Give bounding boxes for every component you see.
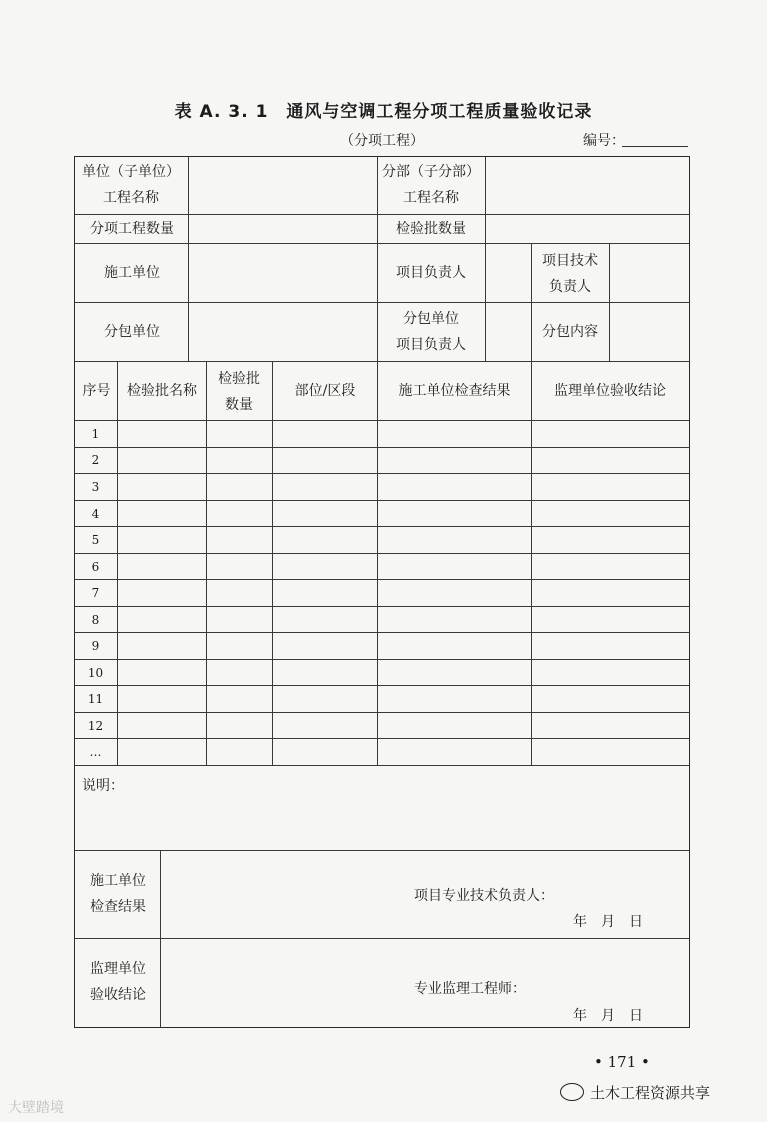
row-number: 6 — [91, 560, 100, 574]
col-seq: 序号 — [82, 383, 111, 399]
col-batch-qty: 检验批 数量 — [218, 371, 260, 413]
table-rule — [206, 361, 207, 766]
row-number: 2 — [91, 453, 100, 467]
table-rule — [74, 850, 690, 851]
table-rule — [74, 606, 690, 607]
watermark-source: 土木工程资源共享 — [560, 1080, 710, 1103]
tech-manager-label: 项目技术 负责人 — [542, 253, 598, 295]
form-number-label: 编号： — [583, 133, 625, 149]
table-rule — [74, 243, 690, 244]
table-rule — [117, 361, 118, 766]
table-rule — [485, 156, 486, 361]
project-manager-label: 项目负责人 — [396, 265, 466, 281]
subcontract-manager-label: 分包单位 项目负责人 — [396, 311, 466, 353]
construction-signer-label: 项目专业技术负责人： — [414, 888, 554, 904]
row-number: … — [89, 745, 102, 759]
supervision-date-label: 年 月 日 — [573, 1008, 643, 1024]
row-number: 9 — [91, 639, 100, 653]
table-rule — [74, 361, 690, 362]
table-rule — [74, 659, 690, 660]
construction-unit-label: 施工单位 — [104, 265, 160, 281]
table-rule — [74, 579, 690, 580]
col-location: 部位/区段 — [294, 383, 356, 399]
row-number: 10 — [87, 666, 104, 680]
batch-count-label: 检验批数量 — [396, 221, 466, 237]
watermark-corner: 大壁踏境 — [8, 1100, 64, 1116]
chat-bubble-icon — [560, 1083, 584, 1101]
row-number: 12 — [87, 719, 104, 733]
row-number: 8 — [91, 613, 100, 627]
table-rule — [74, 738, 690, 739]
table-rule — [74, 685, 690, 686]
division-name-label: 分部（子分部） 工程名称 — [382, 164, 480, 206]
supervision-signer-label: 专业监理工程师： — [414, 981, 526, 997]
form-title: 表 A. 3. 1 通风与空调工程分项工程质量验收记录 — [174, 102, 593, 122]
table-rule — [74, 302, 690, 303]
unit-name-label: 单位（子单位） 工程名称 — [82, 164, 180, 206]
row-number: 5 — [91, 533, 100, 547]
table-rule — [160, 850, 161, 1028]
subcontract-unit-label: 分包单位 — [104, 324, 160, 340]
notes-label: 说明： — [82, 778, 124, 794]
table-rule — [74, 214, 690, 215]
item-count-label: 分项工程数量 — [90, 221, 174, 237]
page-number: • 171 • — [594, 1053, 650, 1071]
form-number-field[interactable] — [622, 146, 688, 147]
table-rule — [74, 526, 690, 527]
table-rule — [272, 361, 273, 766]
table-rule — [74, 500, 690, 501]
table-rule — [74, 765, 690, 766]
construction-date-label: 年 月 日 — [573, 914, 643, 930]
form-subtitle: （分项工程） — [340, 133, 424, 149]
table-rule — [74, 632, 690, 633]
subcontract-content-label: 分包内容 — [542, 324, 598, 340]
row-number: 11 — [87, 692, 104, 706]
table-rule — [74, 712, 690, 713]
table-rule — [74, 473, 690, 474]
col-batch-name: 检验批名称 — [127, 383, 197, 399]
supervision-check-label: 监理单位 验收结论 — [90, 961, 146, 1003]
table-rule — [74, 553, 690, 554]
table-rule — [74, 420, 690, 421]
table-rule — [609, 243, 610, 361]
row-number: 7 — [91, 586, 100, 600]
col-supervision-result: 监理单位验收结论 — [554, 383, 666, 399]
table-rule — [188, 156, 189, 361]
row-number: 4 — [91, 507, 100, 521]
col-construction-result: 施工单位检查结果 — [398, 383, 511, 399]
table-rule — [377, 361, 378, 766]
table-rule — [74, 447, 690, 448]
row-number: 3 — [91, 480, 100, 494]
construction-check-label: 施工单位 检查结果 — [90, 873, 146, 915]
table-rule — [74, 938, 690, 939]
table-rule — [531, 361, 532, 766]
row-number: 1 — [91, 427, 100, 441]
